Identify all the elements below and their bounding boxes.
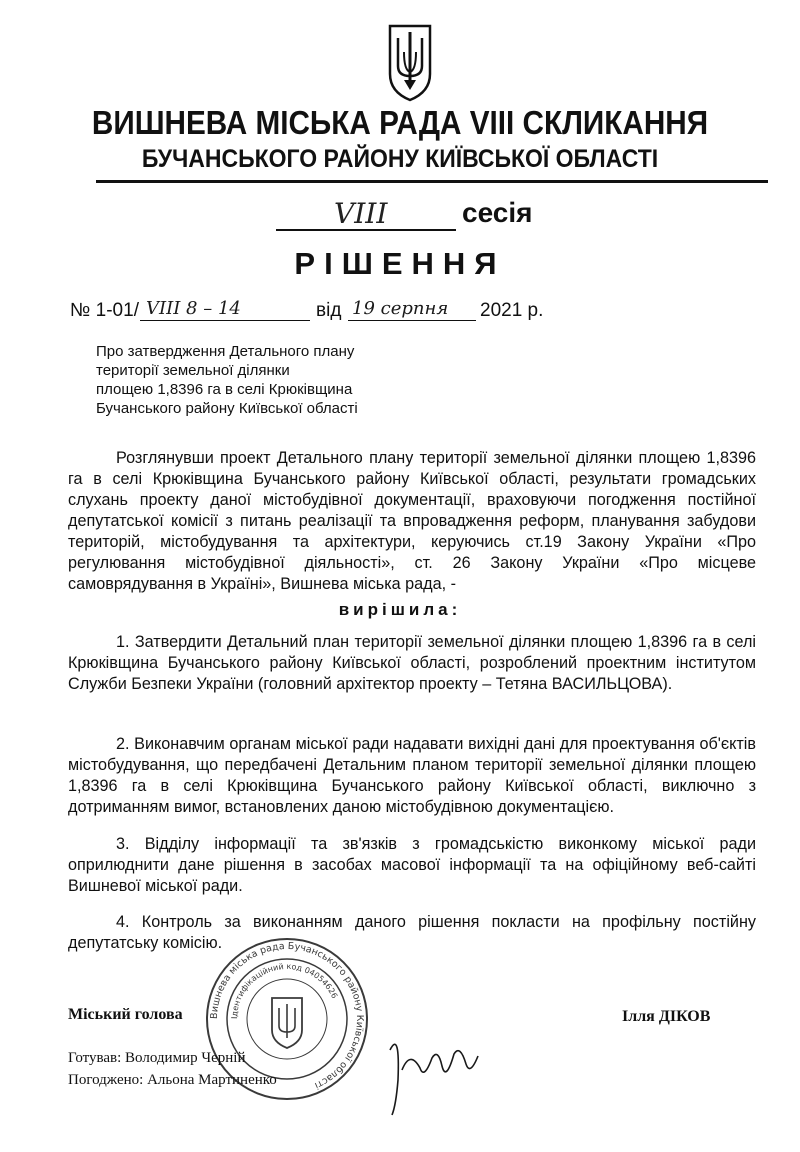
mayor-label: Міський голова <box>68 1006 183 1023</box>
decision-title: РІШЕННЯ <box>294 246 506 281</box>
trident-emblem-icon <box>386 22 434 102</box>
mayor-signature <box>380 1020 500 1120</box>
preamble-text: Розглянувши проект Детального плану території земельної ділянки площею 1,8396 га в селі Крюківщина Бучанського району Київської області, результати громадських слухань проекту даної містобудівної документації, враховуючи погодження постійної депутатської комісії з питань реалізації та впровадження реформ, планування забудови територій, містобудування та архітектури, керуючись ст.19 Закону України «Про регулювання містобудівної діяльності», ст. 26 Закону України «Про місцеве самоврядування в Україні», Вишнева міська рада, - <box>68 449 756 593</box>
subject-line: території земельної ділянки <box>96 362 290 379</box>
doc-date-value: 19 серпня <box>352 298 449 319</box>
stamp-inner-text: Ідентифікаційний код 04054626 <box>229 961 340 1020</box>
session-line <box>0 195 800 235</box>
doc-number-underline <box>140 320 310 321</box>
item-text: 4. Контроль за виконанням даного рішення покласти на профільну постійну депутатську комісію. <box>68 913 756 952</box>
doc-number-prefix: № 1-01/ <box>70 300 139 321</box>
subject-line: Бучанського району Київської області <box>96 400 358 417</box>
document-number <box>70 296 710 326</box>
resolved-label: вирішила: <box>338 600 462 619</box>
doc-date-label: від <box>316 300 342 321</box>
doc-number-value: VIII 8 – 14 <box>146 298 241 319</box>
doc-year: 2021 р. <box>480 300 544 321</box>
item-text: 2. Виконавчим органам міської ради надавати вихідні дані для проектування об'єктів містобудування, що передбачені Детальним планом території земельної ділянки площею 1,8396 га в селі Крюківщина Бучанського району Київської області, виключно з дотриманням вимог, встановлених даною містобудівною документацією. <box>68 735 756 816</box>
item-4 <box>68 912 756 954</box>
subject-line: площею 1,8396 га в селі Крюківщина <box>96 381 353 398</box>
mayor-name: Ілля ДІКОВ <box>622 1008 711 1025</box>
doc-date-underline <box>348 320 476 321</box>
item-text: 3. Відділу інформації та зв'язків з громадськістю виконкому міської ради оприлюднити дане рішення в засобах масової інформації та на офіційному веб-сайті Вишневої міської ради. <box>68 835 756 895</box>
stamp-trident-icon <box>272 998 302 1048</box>
item-1 <box>68 632 756 695</box>
session-number: VIII <box>334 197 388 230</box>
stamp-outer-text: Вишнева міська рада Бучанського району Київської області <box>208 940 366 1091</box>
council-title: ВИШНЕВА МІСЬКА РАДА VIII СКЛИКАННЯ <box>91 104 709 141</box>
decision-subject <box>96 342 358 418</box>
preamble <box>68 448 756 595</box>
agreed-by: Погоджено: Альона Мартиненко <box>68 1072 277 1088</box>
item-2 <box>68 734 756 818</box>
item-3 <box>68 834 756 897</box>
item-text: 1. Затвердити Детальний план території земельної ділянки площею 1,8396 га в селі Крюківщина Бучанського району Київської області, розроблений проектним інститутом Служби Безпеки України (головний архітектор проекту – Тетяна ВАСИЛЬЦОВА). <box>68 633 756 693</box>
subject-line: Про затвердження Детального плану <box>96 343 355 360</box>
council-district: БУЧАНСЬКОГО РАЙОНУ КИЇВСЬКОЇ ОБЛАСТІ <box>141 145 659 173</box>
session-label: сесія <box>462 197 533 228</box>
header-rule <box>96 180 768 183</box>
prepared-by: Готував: Володимир Черній <box>68 1050 246 1066</box>
